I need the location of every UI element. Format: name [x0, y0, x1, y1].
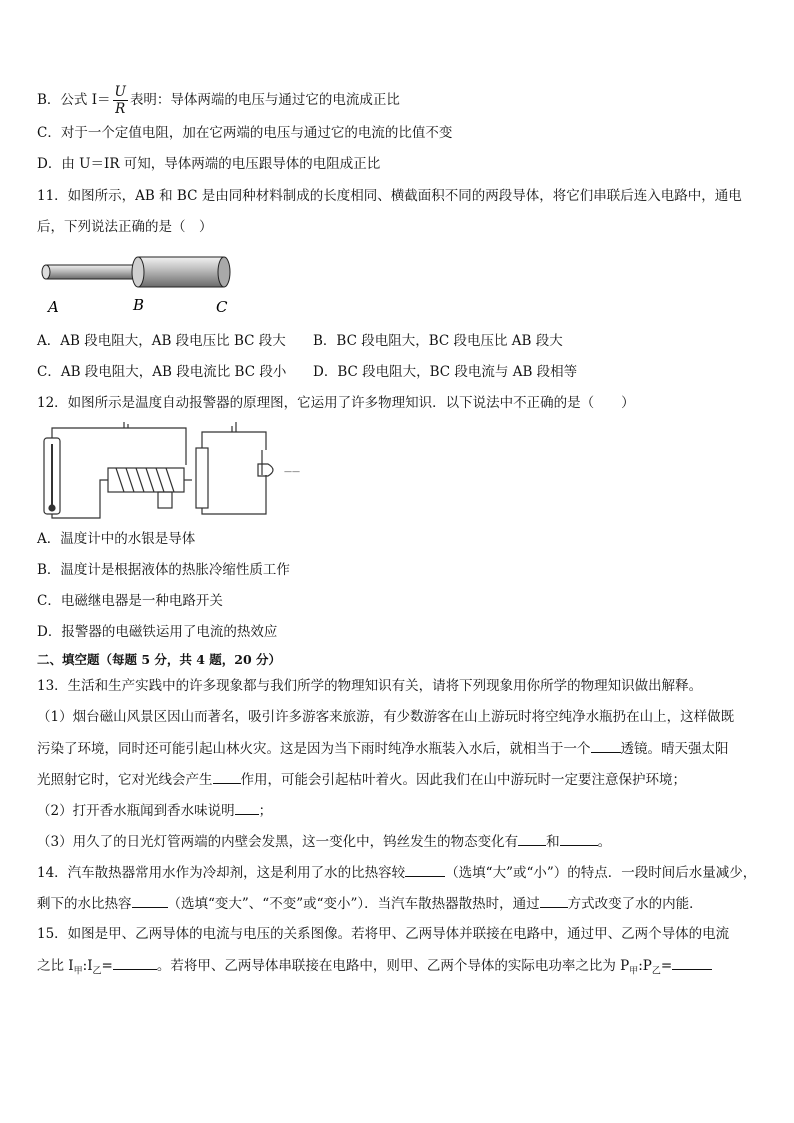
- q14-line2: 剩下的水比热容 （选填“变大”、“不变”或“变小”）．当汽车散热器散热时，通过 方式改变了水的内能．: [37, 893, 754, 914]
- section-2-heading: 二、填空题（每题 5 分，共 4 题，20 分）: [37, 652, 282, 667]
- q13-part1-line3: 光照射它时，它对光线会产生 作用，可能会引起枯叶着火。因此我们在山中游玩时一定要注意保护环境；: [37, 769, 754, 790]
- thermometer-bulb: [49, 505, 55, 511]
- relay-contact-bar: [196, 448, 208, 508]
- q11-option-d: D．BC 段电阻大，BC 段电流与 AB 段相等: [313, 364, 578, 380]
- label-c: C: [216, 298, 228, 316]
- q12-option-d: D．报警器的电磁铁运用了电流的热效应: [37, 624, 278, 640]
- q10-option-b: B．公式 I＝ $\frac{U}{R}$ 表明：导体两端的电压与通过它的电流成正比: [37, 84, 400, 117]
- q12-option-a: A．温度计中的水银是导体: [37, 531, 196, 547]
- q13-part1-line2: 污染了环境，同时还可能引起山林火灾。这是因为当下雨时纯净水瓶装入水后，就相当于一个 透镜。晴天强太阳: [37, 738, 754, 759]
- q12-option-b: B．温度计是根据液体的热胀冷缩性质工作: [37, 562, 290, 578]
- temperature-alarm-circuit-figure: [36, 420, 326, 520]
- armature-block: [158, 492, 172, 508]
- label-a: A: [48, 298, 59, 316]
- answer-blank[interactable]: [518, 831, 546, 846]
- alarm-circuit-wire: [202, 432, 266, 450]
- alarm-label-scribble: ——: [284, 467, 300, 476]
- answer-blank[interactable]: [405, 862, 445, 877]
- q11-option-b: B．BC 段电阻大，BC 段电压比 AB 段大: [313, 333, 563, 349]
- q10-option-d: D．由 U＝IR 可知，导体两端的电压跟导体的电阻成正比: [37, 156, 381, 172]
- q11-option-c: C．AB 段电阻大，AB 段电流比 BC 段小: [37, 364, 287, 380]
- q15-line1: 15．如图是甲、乙两导体的电流与电压的关系图像。若将甲、乙两导体并联接在电路中，通过甲、乙两个导体的电流: [37, 926, 730, 942]
- thin-conductor-ab: [42, 265, 138, 279]
- label-b: B: [133, 296, 145, 314]
- q10-option-c: C．对于一个定值电阻，加在它两端的电压与通过它的电流的比值不变: [37, 125, 453, 141]
- q14-line1: 14．汽车散热器常用水作为冷却剂，这是利用了水的比热容较 （选填“大”或“小”）的特点．一段时间后水量减少，: [37, 862, 754, 883]
- alarm-circuit-wire-bottom: [202, 475, 266, 514]
- q13-part3: （3）用久了的日光灯管两端的内壁会发黑，这一变化中，钨丝发生的物态变化有 和 。: [37, 831, 754, 852]
- q11-stem-line2: 后，下列说法正确的是（ ）: [37, 219, 213, 235]
- answer-blank[interactable]: [235, 800, 259, 815]
- answer-blank[interactable]: [560, 831, 598, 846]
- q13-part1-line1: （1）烟台磁山风景区因山而著名，吸引许多游客来旅游，有少数游客在山上游玩时将空纯净水瓶扔在山上，这样做既: [37, 709, 735, 725]
- formula-fraction: $\frac{U}{R}$: [114, 84, 126, 117]
- conductor-figure: [36, 250, 246, 320]
- q11-options-row1: [37, 331, 754, 351]
- answer-blank[interactable]: [672, 955, 712, 970]
- q11-option-a: A．AB 段电阻大，AB 段电压比 BC 段大: [37, 333, 286, 349]
- answer-blank[interactable]: [113, 955, 157, 970]
- control-circuit-wire: [52, 428, 186, 465]
- answer-blank[interactable]: [213, 769, 241, 784]
- q13-part2: （2）打开香水瓶闻到香水味说明 ；: [37, 800, 754, 821]
- alarm-bell: [258, 464, 273, 476]
- thick-conductor-bc: [132, 257, 230, 287]
- q11-options-row2: [37, 362, 754, 382]
- answer-blank[interactable]: [132, 893, 168, 908]
- q11-stem-line1: 11．如图所示，AB 和 BC 是由同种材料制成的长度相同、横截面积不同的两段导体，将它们串联后连入电路中，通电: [37, 188, 742, 204]
- q12-option-c: C．电磁继电器是一种电路开关: [37, 593, 223, 609]
- q12-stem: 12．如图所示是温度自动报警器的原理图，它运用了许多物理知识．以下说法中不正确的是（ ）: [37, 395, 635, 411]
- q15-line2: 之比 $I_甲:I_乙=$ 。若将甲、乙两导体串联接在电路中，则甲、乙两个导体的实际电功率之比为 $P_甲:P_乙=$: [37, 955, 754, 982]
- answer-blank[interactable]: [591, 738, 621, 753]
- answer-blank[interactable]: [540, 893, 568, 908]
- electromagnet-coil: [116, 468, 174, 492]
- q13-stem: 13．生活和生产实践中的许多现象都与我们所学的物理知识有关，请将下列现象用你所学的物理知识做出解释。: [37, 678, 703, 694]
